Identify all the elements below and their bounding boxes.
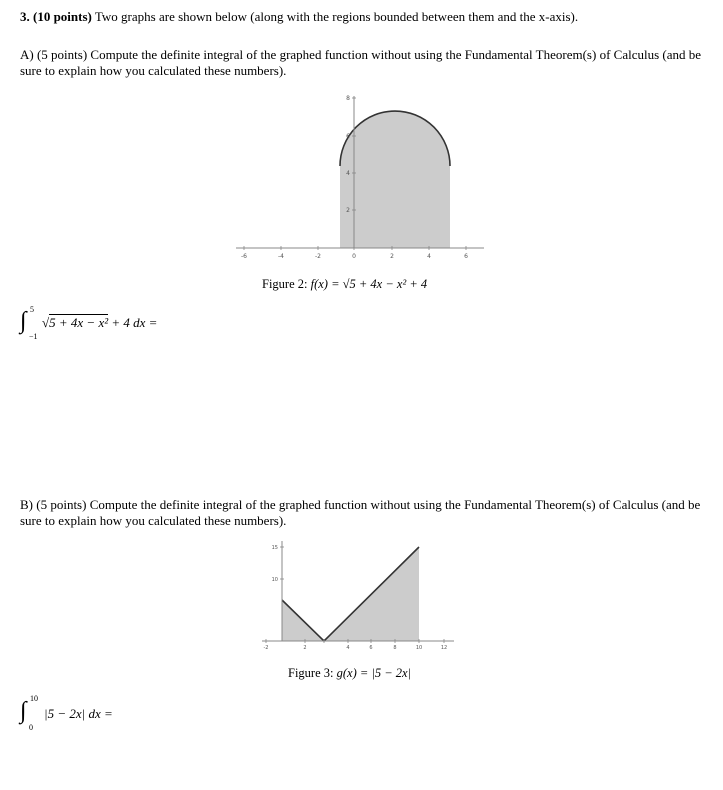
fig2-xtick-6: 4 [427, 253, 431, 260]
fig2-xtick-1: -6 [241, 253, 247, 260]
fig3-xtick-4: 6 [369, 645, 373, 651]
integral-b-lower: 0 [29, 723, 33, 732]
fig3-xtick-2: 2 [303, 645, 307, 651]
fig2-xtick-4: 0 [352, 253, 356, 260]
part-b-text: B) (5 points) Compute the definite integral of the graphed function without using the Fundamental Theorem(s) of Calculus (and be sure to explain how you calculated these numbers). [20, 497, 701, 528]
integral-a-upper: 5 [30, 305, 34, 314]
fig3-ytick-1: 10 [271, 577, 278, 583]
fig2-xtick-7: 6 [464, 253, 468, 260]
problem-number: 3. [20, 9, 30, 24]
figure-3-caption-formula: g(x) = |5 − 2x| [336, 666, 412, 680]
problem-points: (10 points) [33, 9, 92, 24]
fig2-xtick-3: -2 [315, 253, 321, 260]
figure-2-caption [262, 277, 427, 292]
figure-2-shaded-region [340, 111, 450, 248]
problem-intro: Two graphs are shown below (along with the regions bounded between them and the x-axis). [94, 9, 579, 24]
fig2-ytick-3: 6 [346, 133, 350, 140]
fig3-xtick-6: 10 [415, 645, 423, 651]
integral-a-tail: + 4 dx = [111, 315, 158, 330]
integral-b-integrand: |5 − 2x| dx = [44, 706, 113, 721]
fig3-ytick-2: 15 [271, 545, 278, 551]
integral-sign-b: ∫ [20, 698, 27, 724]
fig2-xtick-5: 2 [390, 253, 394, 260]
fig2-ytick-4: 8 [346, 95, 350, 102]
figure-2-caption-formula: f(x) = √5 + 4x − x² + 4 [310, 277, 428, 291]
problem-header [20, 9, 578, 25]
part-b-integral [20, 693, 220, 735]
figure-3-caption-label: Figure 3: [288, 666, 334, 680]
figure-2-caption-label: Figure 2: [262, 277, 308, 291]
figure-2-graph [232, 88, 488, 268]
figure-3-graph [258, 537, 458, 652]
fig3-xtick-1: -2 [263, 645, 269, 651]
fig3-xtick-7: 12 [440, 645, 448, 651]
fig2-ytick-2: 4 [346, 170, 350, 177]
fig2-xtick-2: -4 [278, 253, 284, 260]
fig3-xtick-5: 8 [393, 645, 397, 651]
fig3-xtick-3: 4 [346, 645, 350, 651]
part-a-text: A) (5 points) Compute the definite integral of the graphed function without using the Fundamental Theorem(s) of Calculus (and be sure to explain how you calculated these numbers). [20, 47, 702, 78]
figure-3-shaded-region [282, 547, 419, 641]
fig2-ytick-1: 2 [346, 207, 350, 214]
integral-sign-a: ∫ [20, 308, 27, 334]
part-a-integral: ∫ 5 −1 √5 + 4x − x² + 4 dx = [20, 305, 158, 341]
figure-3-caption [288, 666, 411, 681]
integral-b-upper: 10 [30, 694, 38, 703]
integral-a-lower: −1 [29, 332, 38, 341]
integral-a-radicand: 5 + 4x − x² [49, 315, 109, 330]
